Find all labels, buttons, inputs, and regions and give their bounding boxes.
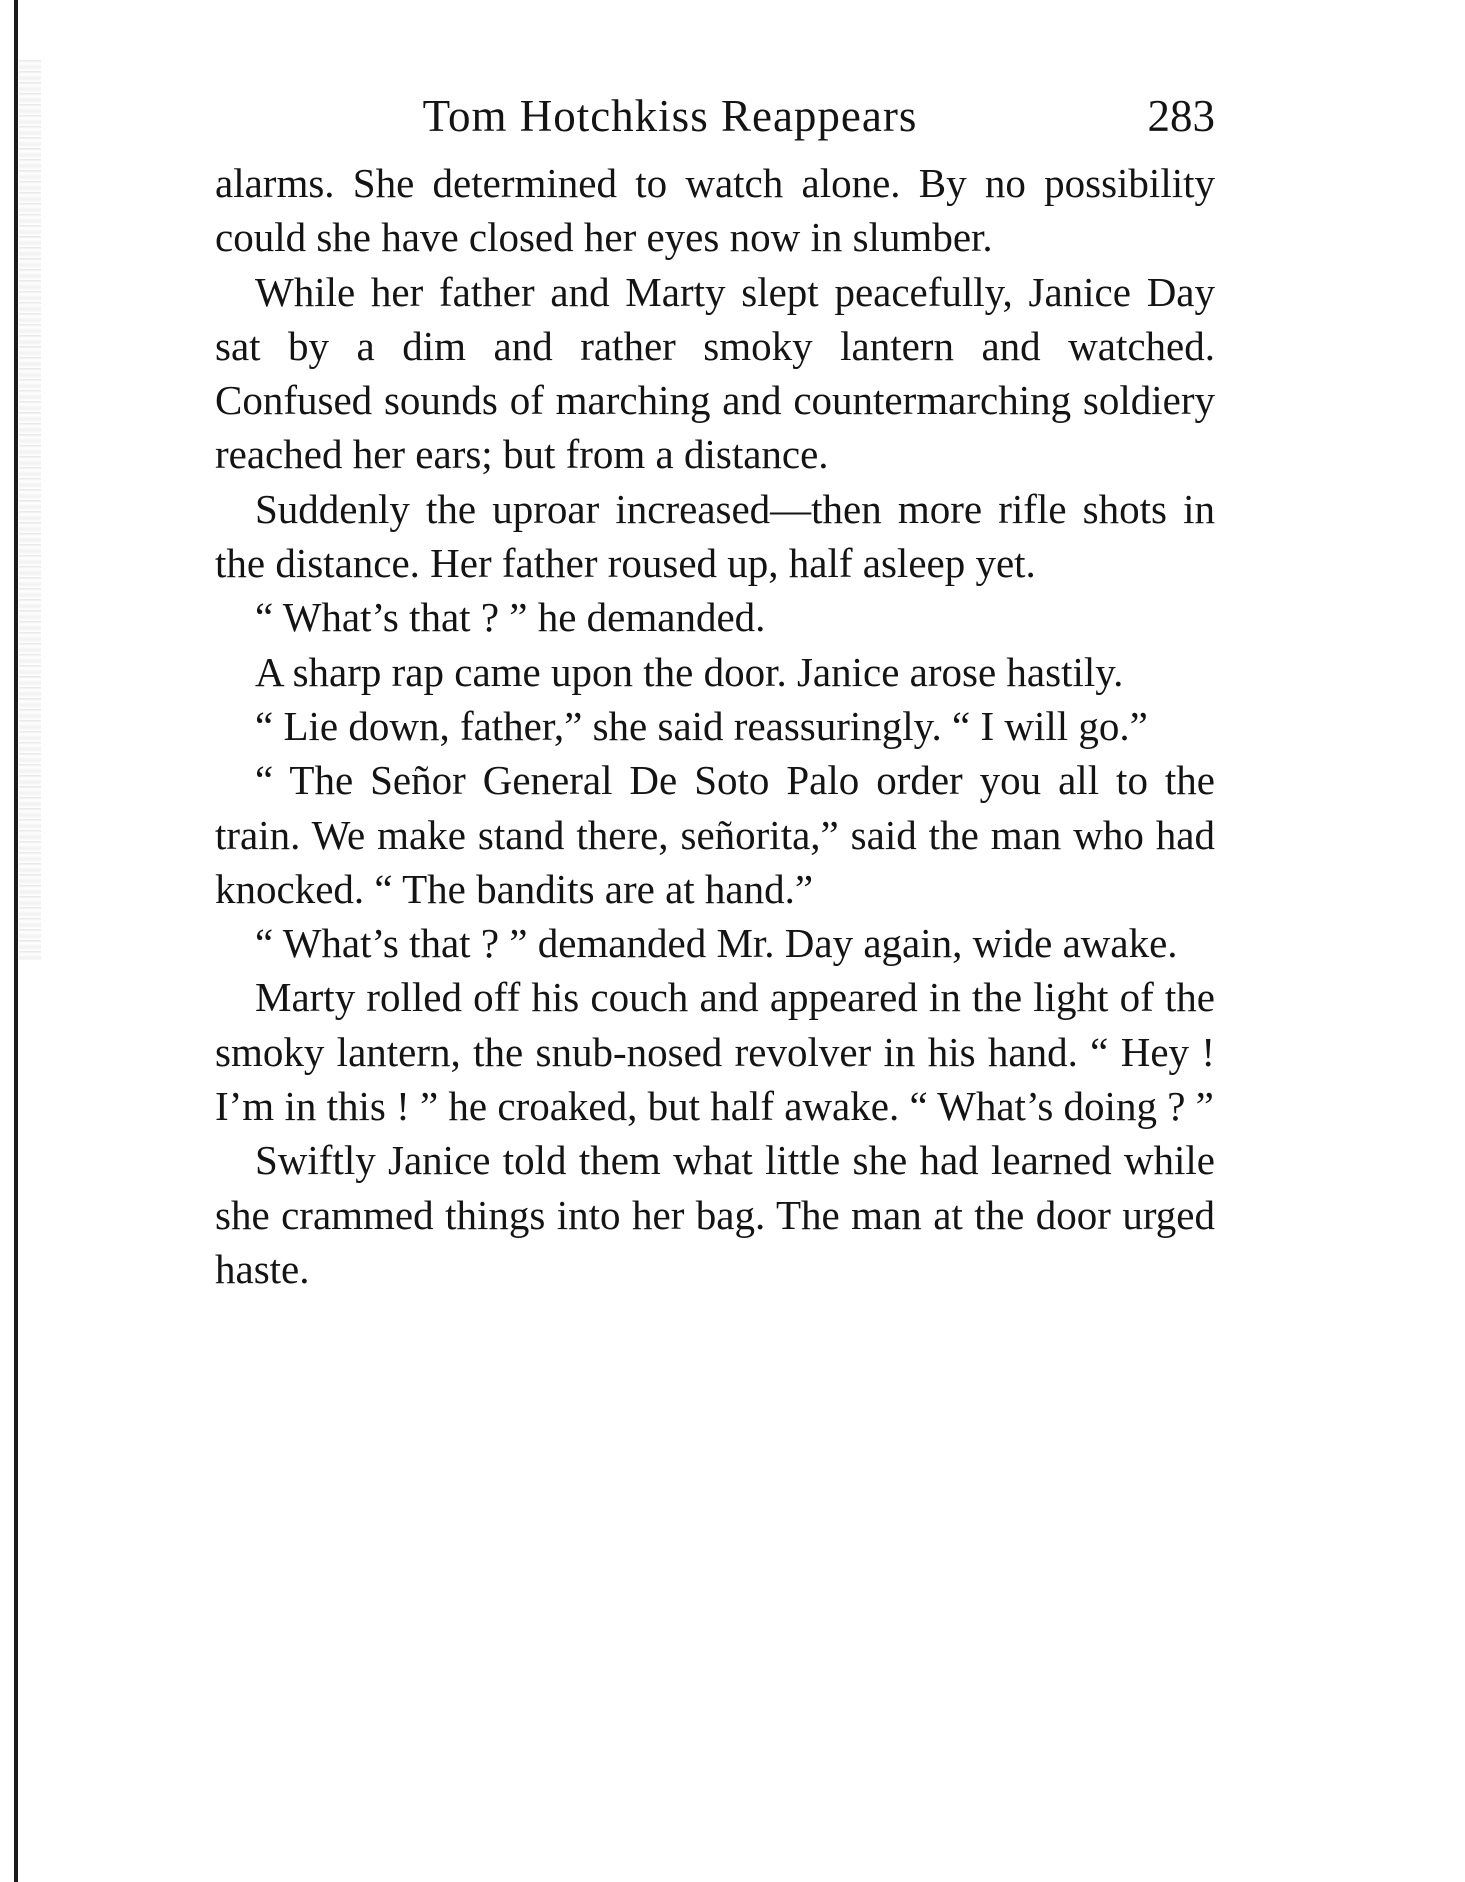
body-text <box>215 156 1215 1296</box>
paragraph: “ Lie down, father,” she said reassuringly. “ I will go.” <box>255 702 1148 749</box>
paragraph: A sharp rap came upon the door. Janice arose hastily. <box>255 648 1124 695</box>
page-number: 283 <box>1147 91 1215 141</box>
paragraph: While her father and Marty slept peacefully, Janice Day sat by a dim and rather smoky lantern and watched. Confused sounds of marching and countermarching soldiery reached her ears; but from a distance. <box>215 268 1215 478</box>
paragraph: Swiftly Janice told them what little she had learned while she crammed things into her bag. The man at the door urged haste. <box>215 1137 1215 1292</box>
binding-edge <box>14 0 18 1882</box>
paragraph: alarms. She determined to watch alone. By no possibility could she have closed her eyes now in slumber. <box>215 160 1215 261</box>
book-page <box>215 88 1215 1296</box>
paragraph: Suddenly the uproar increased—then more rifle shots in the distance. Her father roused up, half asleep yet. <box>215 485 1215 587</box>
running-head <box>215 88 1215 148</box>
paragraph: “ What’s that ? ” demanded Mr. Day again, wide awake. <box>255 920 1178 967</box>
paragraph: Marty rolled off his couch and appeared in the light of the smoky lantern, the snub-nosed revolver in his hand. “ Hey ! I’m in this ! ” he croaked, but half awake. “ What’s doing ? ” <box>215 974 1215 1130</box>
binding-shadow <box>19 60 41 960</box>
paragraph: “ The Señor General De Soto Palo order you all to the train. We make stand there, señorita,” said the man who had knocked. “ The bandits are at hand.” <box>215 757 1215 912</box>
running-title: Tom Hotchkiss Reappears <box>422 91 918 141</box>
paragraph: “ What’s that ? ” he demanded. <box>255 594 766 641</box>
